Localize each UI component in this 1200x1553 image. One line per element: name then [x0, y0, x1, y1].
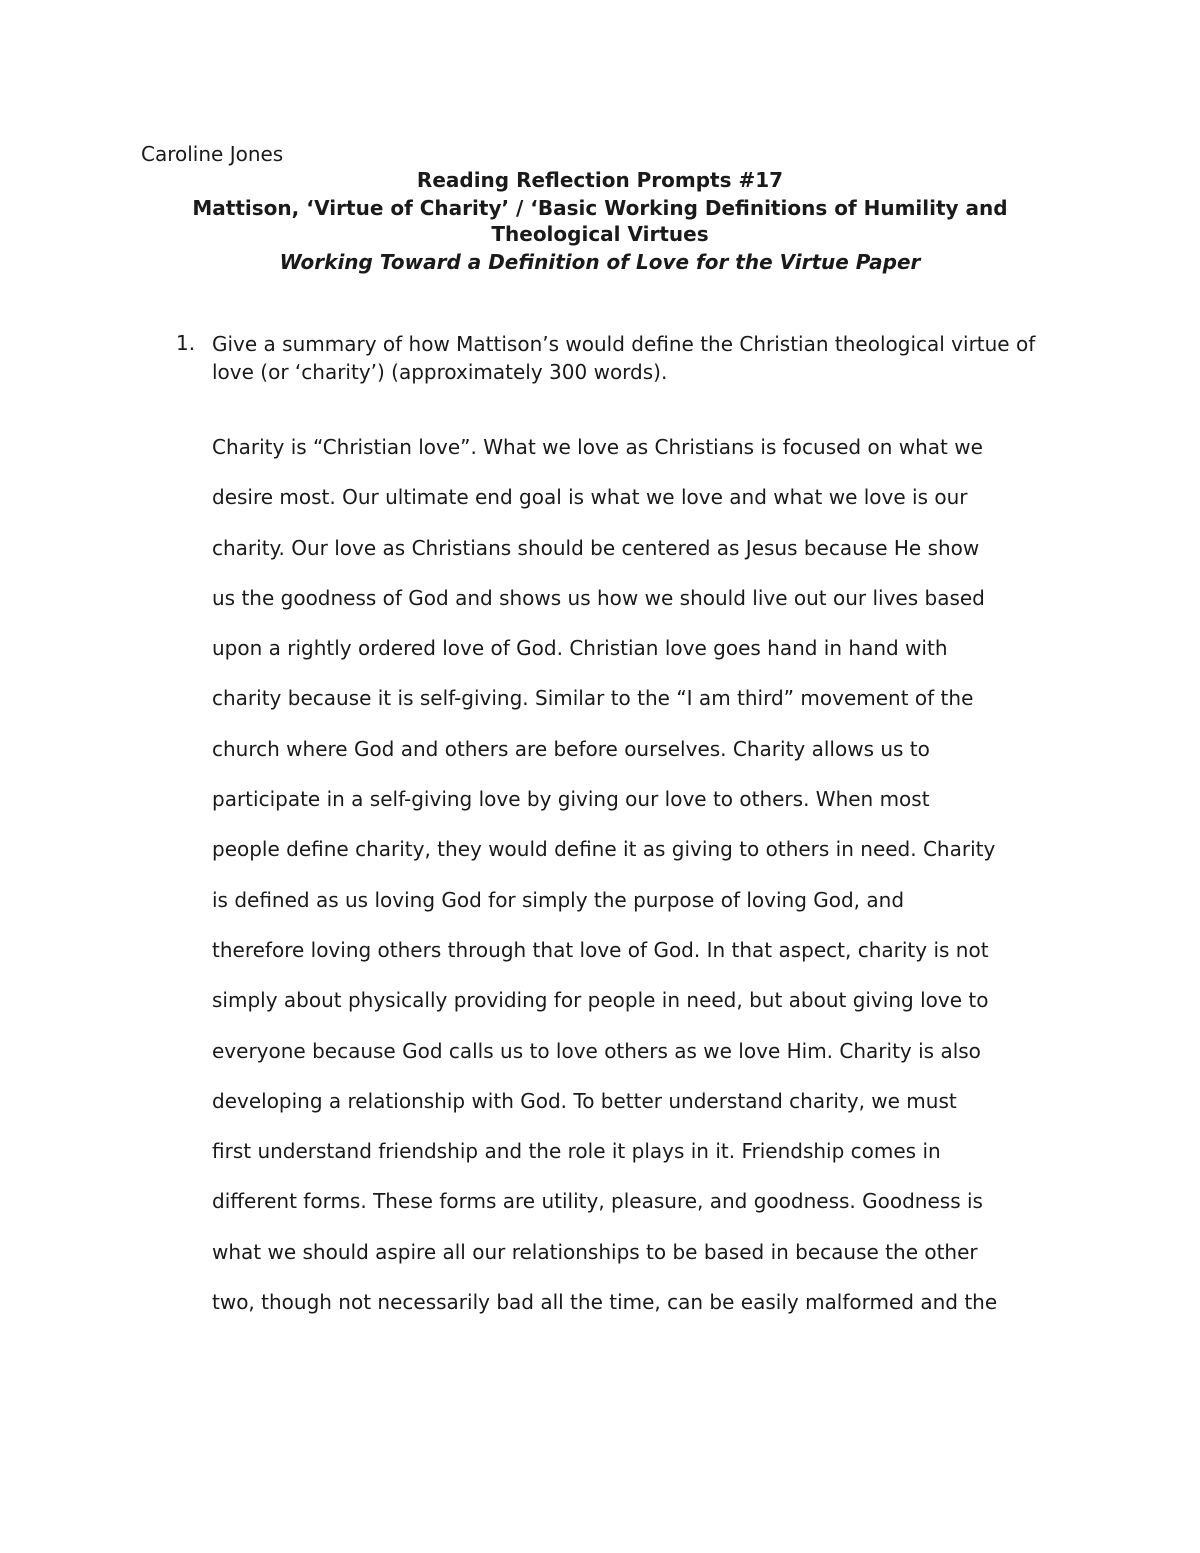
answer-line: charity. Our love as Christians should be centered as Jesus because He show [212, 535, 980, 560]
answer-line: is defined as us loving God for simply the purpose of loving God, and [212, 887, 905, 912]
answer-line: what we should aspire all our relationships to be based in because the other [212, 1239, 978, 1264]
answer-line: participate in a self-giving love by giving our love to others. When most [212, 787, 930, 812]
answer-line: simply about physically providing for people in need, but about giving love to [212, 988, 989, 1013]
answer-line: us the goodness of God and shows us how we should live out our lives based [212, 585, 985, 610]
author-name: Caroline Jones [141, 142, 284, 166]
question-number: 1. [176, 331, 196, 355]
answer-line: upon a rightly ordered love of God. Christian love goes hand in hand with [212, 636, 948, 661]
document-title: Reading Reflection Prompts #17 [416, 168, 784, 192]
question-text: Give a summary of how Mattison’s would define the Christian theological virtue of love (or ‘charity’) (approximately 300 words). [212, 332, 1036, 384]
answer-line: people define charity, they would define it as giving to others in need. Charity [212, 837, 996, 862]
answer-line: desire most. Our ultimate end goal is what we love and what we love is our [212, 485, 968, 510]
answer-body [212, 434, 1072, 1339]
answer-line: charity because it is self-giving. Similar to the “I am third” movement of the [212, 686, 974, 711]
answer-line: Charity is “Christian love”. What we love as Christians is focused on what we [212, 435, 983, 459]
document-subheading: Working Toward a Definition of Love for the Virtue Paper [279, 250, 921, 274]
answer-line: different forms. These forms are utility, pleasure, and goodness. Goodness is [212, 1189, 983, 1214]
document-subtitle: Mattison, ‘Virtue of Charity’ / ‘Basic Working Definitions of Humility and Theological Virtues [192, 196, 1008, 246]
answer-line: church where God and others are before ourselves. Charity allows us to [212, 736, 930, 761]
answer-line: two, though not necessarily bad all the time, can be easily malformed and the [212, 1290, 998, 1315]
answer-line: developing a relationship with God. To better understand charity, we must [212, 1088, 957, 1113]
answer-line: first understand friendship and the role it plays in it. Friendship comes in [212, 1139, 941, 1164]
answer-line: everyone because God calls us to love others as we love Him. Charity is also [212, 1038, 981, 1063]
answer-line: therefore loving others through that love of God. In that aspect, charity is not [212, 937, 989, 962]
